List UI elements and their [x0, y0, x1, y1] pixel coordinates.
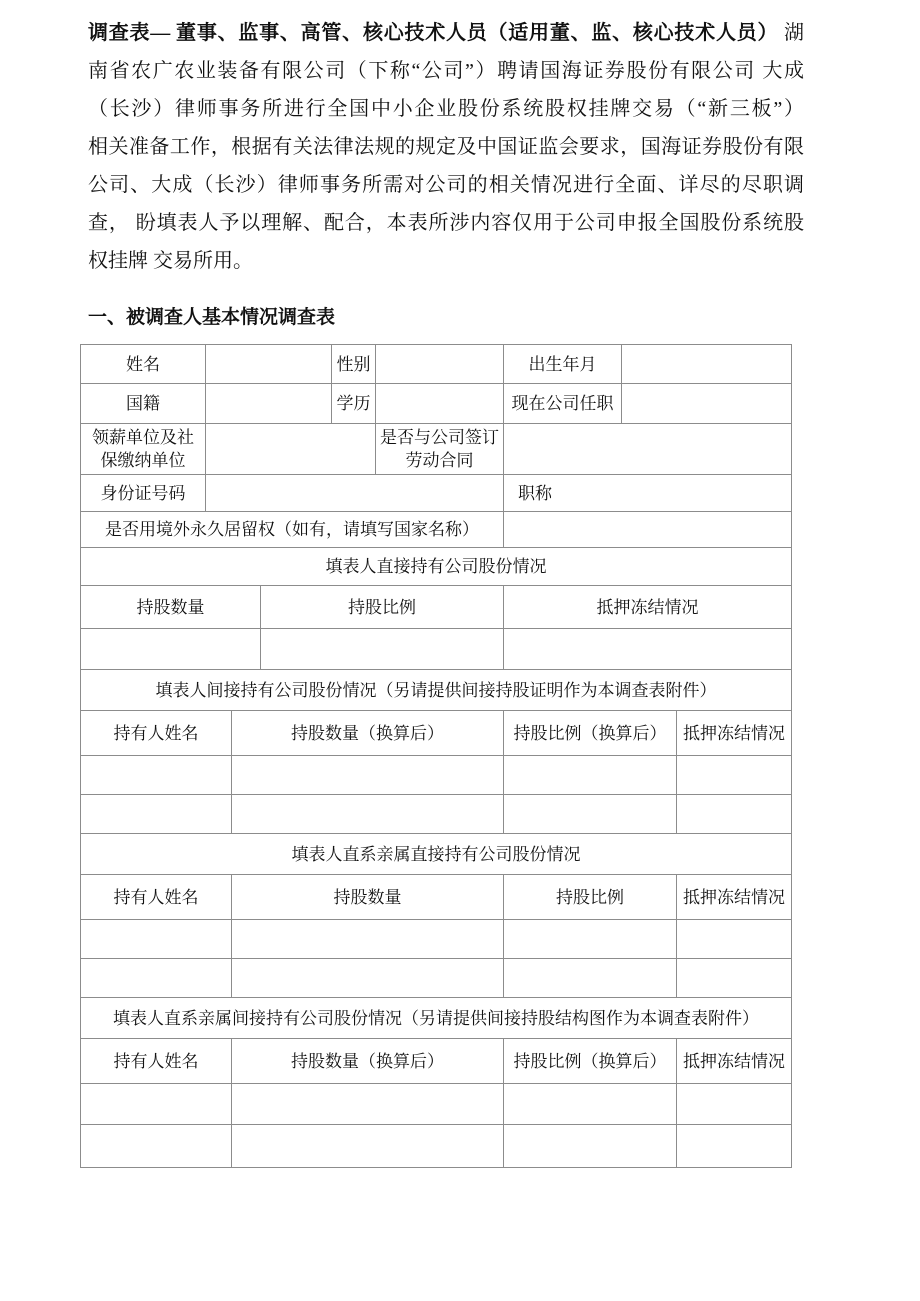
shares-count-value-cell[interactable] [231, 1125, 503, 1167]
shares-ratio-value-cell[interactable] [503, 1125, 676, 1167]
table-row [81, 1038, 791, 1083]
nationality-label: 国籍 [126, 394, 160, 413]
shares-count-header: 持股数量 [136, 597, 205, 617]
pledge-freeze-value-cell[interactable] [676, 795, 791, 833]
holder-name-value-cell[interactable] [81, 959, 231, 997]
overseas-residency-label: 是否用境外永久居留权（如有，请填写国家名称） [105, 520, 479, 539]
holder-name-header: 持有人姓名 [113, 1051, 199, 1071]
shares-count-value-cell[interactable] [231, 959, 503, 997]
table-row [81, 383, 791, 423]
table-row [81, 919, 791, 958]
shares-ratio-value-cell[interactable] [503, 959, 676, 997]
shares-ratio-value-cell[interactable] [503, 795, 676, 833]
pledge-freeze-value-cell[interactable] [676, 1084, 791, 1124]
salary-unit-value-cell[interactable] [205, 424, 375, 474]
table-row [81, 547, 791, 585]
basic-info-table [80, 344, 792, 1168]
education-label: 学历 [331, 384, 375, 423]
labor-contract-value-cell[interactable] [503, 424, 791, 474]
table-row [81, 794, 791, 833]
shares-count-value-cell[interactable] [231, 756, 503, 794]
table-row [81, 997, 791, 1038]
shares-count-header: 持股数量 [231, 875, 503, 919]
table-row [81, 874, 791, 919]
pledge-freeze-value-cell[interactable] [503, 629, 791, 669]
overseas-residency-value-cell[interactable] [503, 512, 791, 547]
intro-line-6: 查， 盼填表人予以理解、配合，本表所涉内容仅用于公司申报全国股份系统股 [88, 212, 804, 234]
converted-shares-ratio-header: 持股比例（换算后） [503, 711, 676, 755]
pledge-freeze-header: 抵押冻结情况 [503, 586, 791, 628]
pledge-freeze-value-cell[interactable] [676, 756, 791, 794]
table-row [81, 474, 791, 511]
shares-count-value-cell[interactable] [231, 1084, 503, 1124]
intro-line-4: 相关准备工作，根据有关法律法规的规定及中国证监会要求，国海证券股份有限 [88, 136, 804, 158]
table-row [81, 669, 791, 710]
pledge-freeze-value-cell[interactable] [676, 1125, 791, 1167]
holder-name-header: 持有人姓名 [113, 887, 199, 907]
table-row [81, 833, 791, 874]
salary-unit-label: 领薪单位及社保缴纳单位 [92, 428, 194, 470]
shares-ratio-value-cell[interactable] [503, 1084, 676, 1124]
education-value-cell[interactable] [375, 384, 503, 423]
table-row [81, 710, 791, 755]
indirect-shareholding-title: 填表人间接持有公司股份情况（另请提供间接持股证明作为本调查表附件） [155, 680, 717, 700]
job-title-label: 职称 [518, 483, 552, 503]
gender-value-cell[interactable] [375, 345, 503, 383]
intro-line-5: 公司、大成（长沙）律师事务所需对公司的相关情况进行全面、详尽的尽职调 [88, 174, 804, 196]
shares-ratio-value-cell[interactable] [503, 756, 676, 794]
table-row [81, 1124, 791, 1167]
shares-count-value-cell[interactable] [81, 629, 260, 669]
id-number-value-cell[interactable] [205, 475, 503, 511]
intro-line-7: 权挂牌 交易所用。 [88, 250, 253, 272]
holder-name-value-cell[interactable] [81, 756, 231, 794]
table-row [81, 1083, 791, 1124]
intro-line-1 [88, 14, 804, 52]
intro-line-3: （长沙）律师事务所进行全国中小企业股份系统股权挂牌交易（“新三板”） [88, 98, 804, 120]
table-row [81, 423, 791, 474]
converted-shares-ratio-header: 持股比例（换算后） [503, 1039, 676, 1083]
direct-shareholding-title: 填表人直接持有公司股份情况 [325, 557, 547, 576]
table-row [81, 345, 791, 383]
table-row [81, 755, 791, 794]
birthdate-value-cell[interactable] [621, 345, 791, 383]
table-row [81, 585, 791, 628]
table-row [81, 511, 791, 547]
current-position-value-cell[interactable] [621, 384, 791, 423]
name-value-cell[interactable] [205, 345, 331, 383]
holder-name-value-cell[interactable] [81, 1084, 231, 1124]
section-heading: 一、被调查人基本情况调查表 [88, 307, 336, 328]
holder-name-value-cell[interactable] [81, 795, 231, 833]
shares-ratio-value-cell[interactable] [503, 920, 676, 958]
birthdate-label: 出生年月 [503, 345, 621, 383]
family-direct-shareholding-title: 填表人直系亲属直接持有公司股份情况 [291, 844, 581, 864]
intro-line-1-tail: 湖 [778, 22, 804, 44]
converted-shares-count-header: 持股数量（换算后） [231, 711, 503, 755]
shares-ratio-value-cell[interactable] [260, 629, 503, 669]
holder-name-value-cell[interactable] [81, 920, 231, 958]
current-position-label: 现在公司任职 [503, 384, 621, 423]
shares-count-value-cell[interactable] [231, 795, 503, 833]
shares-ratio-header: 持股比例 [503, 875, 676, 919]
converted-shares-count-header: 持股数量（换算后） [231, 1039, 503, 1083]
shares-count-value-cell[interactable] [231, 920, 503, 958]
pledge-freeze-header: 抵押冻结情况 [676, 711, 791, 755]
intro-line-2: 南省农广农业装备有限公司（下称“公司”）聘请国海证券股份有限公司 大成 [88, 60, 804, 82]
pledge-freeze-value-cell[interactable] [676, 959, 791, 997]
name-label: 姓名 [126, 354, 160, 374]
holder-name-value-cell[interactable] [81, 1125, 231, 1167]
job-title-cell[interactable] [503, 475, 791, 511]
id-number-label: 身份证号码 [100, 483, 186, 503]
gender-label: 性别 [331, 345, 375, 383]
table-row [81, 958, 791, 997]
pledge-freeze-header: 抵押冻结情况 [676, 1039, 791, 1083]
holder-name-header: 持有人姓名 [113, 723, 199, 743]
labor-contract-label: 是否与公司签订劳动合同 [375, 424, 503, 474]
table-row [81, 628, 791, 669]
pledge-freeze-header: 抵押冻结情况 [676, 875, 791, 919]
shares-ratio-header: 持股比例 [260, 586, 503, 628]
intro-paragraph [88, 14, 804, 280]
family-indirect-shareholding-title: 填表人直系亲属间接持有公司股份情况（另请提供间接持股结构图作为本调查表附件） [113, 1008, 759, 1028]
pledge-freeze-value-cell[interactable] [676, 920, 791, 958]
intro-title-bold: 调查表— 董事、监事、高管、核心技术人员（适用董、监、核心技术人员） [88, 22, 779, 44]
nationality-value-cell[interactable] [205, 384, 331, 423]
